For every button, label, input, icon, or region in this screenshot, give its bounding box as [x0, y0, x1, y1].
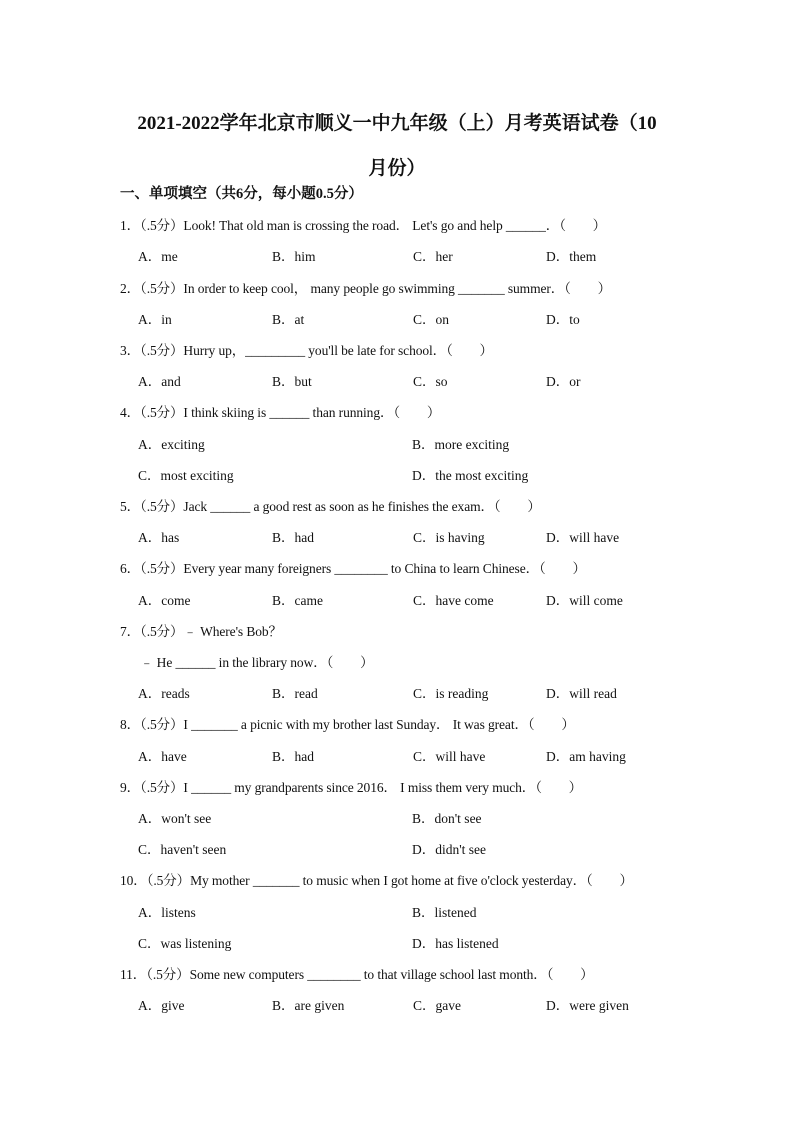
- question-3-option-d[interactable]: D．or: [546, 374, 581, 389]
- question-2-option-a[interactable]: A．in: [138, 312, 172, 327]
- section-heading: 一、单项填空（共6分，每小题0.5分）: [120, 186, 363, 202]
- question-7-stem: 7．（.5分）﹣ Where's Bob？: [120, 624, 282, 639]
- question-3-option-b[interactable]: B．but: [272, 374, 312, 389]
- question-4-option-a[interactable]: A．exciting: [138, 437, 205, 452]
- exam-title-line-1: 2021-2022学年北京市顺义一中九年级（上）月考英语试卷（10: [137, 113, 657, 134]
- question-6-option-d[interactable]: D．will come: [546, 593, 623, 608]
- question-11-option-c[interactable]: C．gave: [413, 998, 461, 1013]
- question-9-option-b[interactable]: B．don't see: [412, 811, 482, 826]
- question-9-option-d[interactable]: D．didn't see: [412, 842, 487, 857]
- question-3-option-a[interactable]: A．and: [138, 374, 181, 389]
- question-11-stem: 11．（.5分）Some new computers ________ to that village school last month．（ ）: [120, 967, 594, 982]
- question-10-option-c[interactable]: C．was listening: [138, 936, 232, 951]
- question-7-option-c[interactable]: C．is reading: [413, 686, 489, 701]
- question-6-stem: 6．（.5分）Every year many foreigners ________ to China to learn Chinese．（ ）: [120, 561, 586, 576]
- question-5-stem: 5．（.5分）Jack ______ a good rest as soon as he finishes the exam．（ ）: [120, 499, 541, 514]
- question-10-stem: 10．（.5分）My mother _______ to music when I got home at five o'clock yesterday．（ ）: [120, 873, 633, 888]
- question-4-option-c[interactable]: C．most exciting: [138, 468, 234, 483]
- question-8-option-a[interactable]: A．have: [138, 749, 187, 764]
- question-1-stem: 1．（.5分）Look! That old man is crossing the road． Let's go and help ______．（ ）: [120, 218, 607, 233]
- question-10-option-a[interactable]: A．listens: [138, 905, 196, 920]
- question-8-option-c[interactable]: C．will have: [413, 749, 486, 764]
- question-5-option-d[interactable]: D．will have: [546, 530, 620, 545]
- question-1-option-d[interactable]: D．them: [546, 249, 597, 264]
- question-5-option-a[interactable]: A．has: [138, 530, 180, 545]
- question-6-option-a[interactable]: A．come: [138, 593, 191, 608]
- exam-title: [100, 101, 694, 191]
- question-7-option-d[interactable]: D．will read: [546, 686, 617, 701]
- question-4-option-b[interactable]: B．more exciting: [412, 437, 510, 452]
- question-4-option-d[interactable]: D．the most exciting: [412, 468, 529, 483]
- question-1-option-a[interactable]: A．me: [138, 249, 178, 264]
- question-9-option-c[interactable]: C．haven't seen: [138, 842, 227, 857]
- question-8-stem: 8．（.5分）I _______ a picnic with my brother last Sunday． It was great．（ ）: [120, 717, 575, 732]
- question-7-option-b[interactable]: B．read: [272, 686, 318, 701]
- question-6-option-c[interactable]: C．have come: [413, 593, 494, 608]
- question-11-option-b[interactable]: B．are given: [272, 998, 345, 1013]
- question-3-option-c[interactable]: C．so: [413, 374, 448, 389]
- question-9-stem: 9．（.5分）I ______ my grandparents since 2016． I miss them very much．（ ）: [120, 780, 583, 795]
- question-10-option-b[interactable]: B．listened: [412, 905, 477, 920]
- question-5-option-c[interactable]: C．is having: [413, 530, 485, 545]
- question-11-option-a[interactable]: A．give: [138, 998, 185, 1013]
- question-11-option-d[interactable]: D．were given: [546, 998, 629, 1013]
- question-5-option-b[interactable]: B．had: [272, 530, 314, 545]
- question-4-stem: 4．（.5分）I think skiing is ______ than running．（ ）: [120, 405, 441, 420]
- question-10-option-d[interactable]: D．has listened: [412, 936, 499, 951]
- question-2-option-c[interactable]: C．on: [413, 312, 450, 327]
- question-9-option-a[interactable]: A．won't see: [138, 811, 212, 826]
- question-3-stem: 3．（.5分）Hurry up，_________ you'll be late for school．（ ）: [120, 343, 493, 358]
- question-6-option-b[interactable]: B．came: [272, 593, 323, 608]
- question-1-option-b[interactable]: B．him: [272, 249, 316, 264]
- question-8-option-b[interactable]: B．had: [272, 749, 314, 764]
- question-7-option-a[interactable]: A．reads: [138, 686, 190, 701]
- question-1-option-c[interactable]: C．her: [413, 249, 453, 264]
- exam-title-line-2: 月份）: [368, 158, 426, 179]
- question-8-option-d[interactable]: D．am having: [546, 749, 626, 764]
- question-2-stem: 2．（.5分）In order to keep cool， many people go swimming _______ summer．（ ）: [120, 281, 612, 296]
- question-7-stem-line-2: ﹣ He ______ in the library now．（ ）: [140, 655, 374, 670]
- question-2-option-d[interactable]: D．to: [546, 312, 580, 327]
- question-2-option-b[interactable]: B．at: [272, 312, 305, 327]
